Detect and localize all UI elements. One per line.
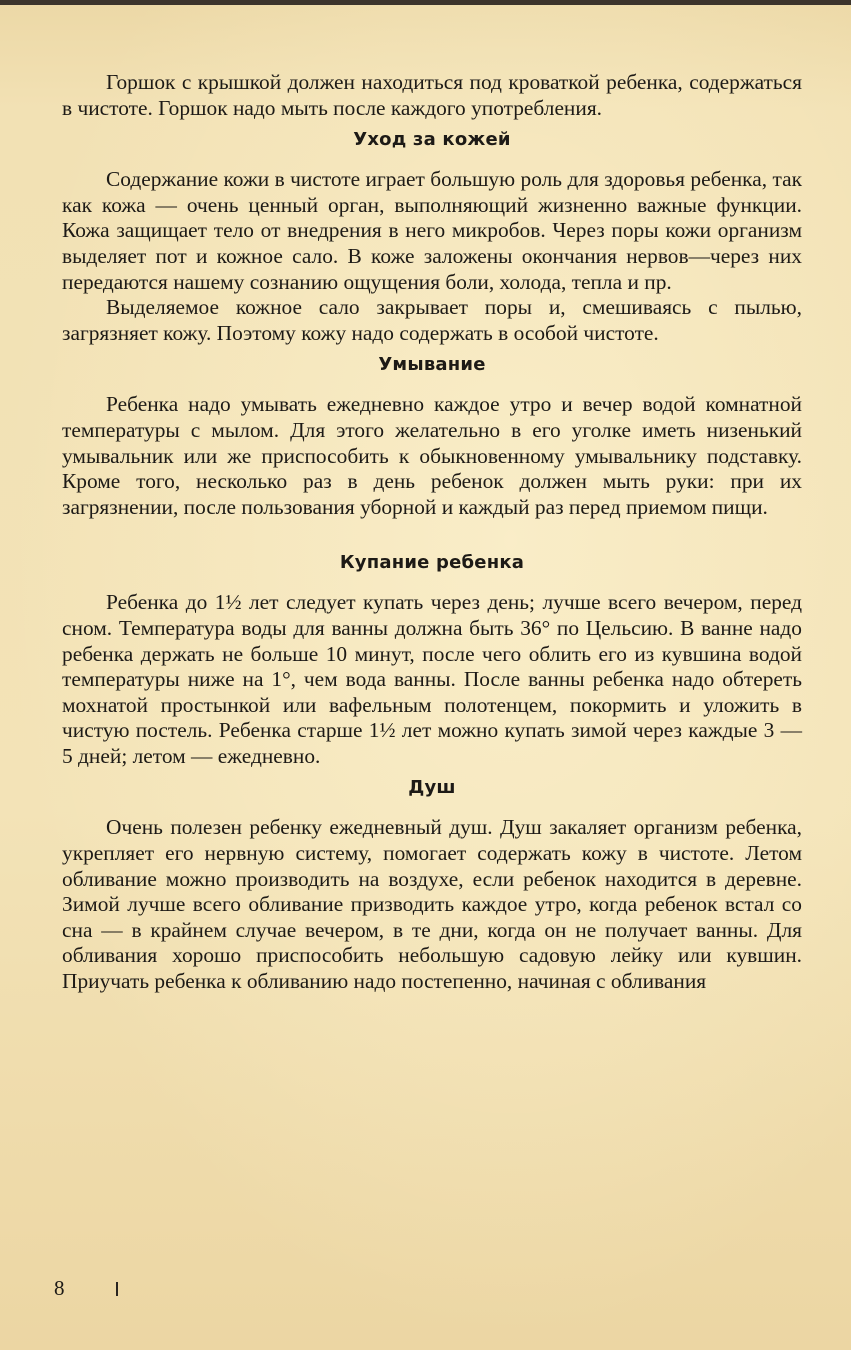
- shower-paragraph: Очень полезен ребенку ежедневный душ. Душ закаляет организм ребенка, укрепляет его нервную систему, помогает содержать кожу в чистоте. Летом обливание можно производить на воздухе, если ребенок находится в деревне. Зимой лучше всего обливание призводить каждое утро, когда ребенок встал со сна — в крайнем случае вечером, в те дни, когда он не получает ванны. Для обливания хорошо приспособить небольшую садовую лейку или кувшин. Приучать ребенка к обливанию надо постепенно, начиная с обливания: [62, 815, 802, 994]
- intro-paragraph: Горшок с крышкой должен находиться под кроваткой ребенка, содержаться в чистоте. Горшок надо мыть после каждого употребления.: [62, 70, 802, 120]
- heading-skin-care: Уход за кожей: [353, 129, 511, 151]
- skin-paragraph-1: Содержание кожи в чистоте играет большую роль для здоровья ребенка, так как кожа — очень ценный орган, выполняющий жизненно важные функции. Кожа защищает тело от внедрения в него микробов. Через поры кожи организм выделяет пот и кожное сало. В коже заложены окончания нервов—через них передаются нашему сознанию ощущения боли, холода, тепла и пр.: [62, 167, 802, 294]
- page-number: 8: [54, 1276, 65, 1300]
- page-top-edge: [0, 0, 851, 5]
- bathing-paragraph: Ребенка до 1½ лет следует купать через день; лучше всего вечером, перед сном. Температура воды для ванны должна быть 36° по Цельсию. В ванне надо ребенка держать не больше 10 минут, после чего облить его из кувшина водой температуры ниже на 1°, чем вода ванны. После ванны ребенка надо обтереть мохнатой простынкой или вафельным полотенцем, покормить и уложить в чистую постель. Ребенка старше 1½ лет можно купать зимой через каждые 3 — 5 дней; летом — ежедневно.: [62, 590, 802, 768]
- page-body: [62, 70, 802, 995]
- print-mark: [116, 1282, 118, 1296]
- heading-washing: Умывание: [378, 354, 486, 376]
- skin-paragraph-2: Выделяемое кожное сало закрывает поры и, смешиваясь с пылью, загрязняет кожу. Поэтому кожу надо содержать в особой чистоте.: [62, 295, 802, 345]
- washing-paragraph: Ребенка надо умывать ежедневно каждое утро и вечер водой комнатной температуры с мылом. Для этого желательно в его уголке иметь низенький умывальник или же приспособить к обыкновенному умывальнику подставку. Кроме того, несколько раз в день ребенок должен мыть руки: при их загрязнении, после пользования уборной и каждый раз перед приемом пищи.: [62, 392, 802, 519]
- heading-bathing: Купание ребенка: [339, 552, 525, 574]
- heading-shower: Душ: [408, 777, 456, 799]
